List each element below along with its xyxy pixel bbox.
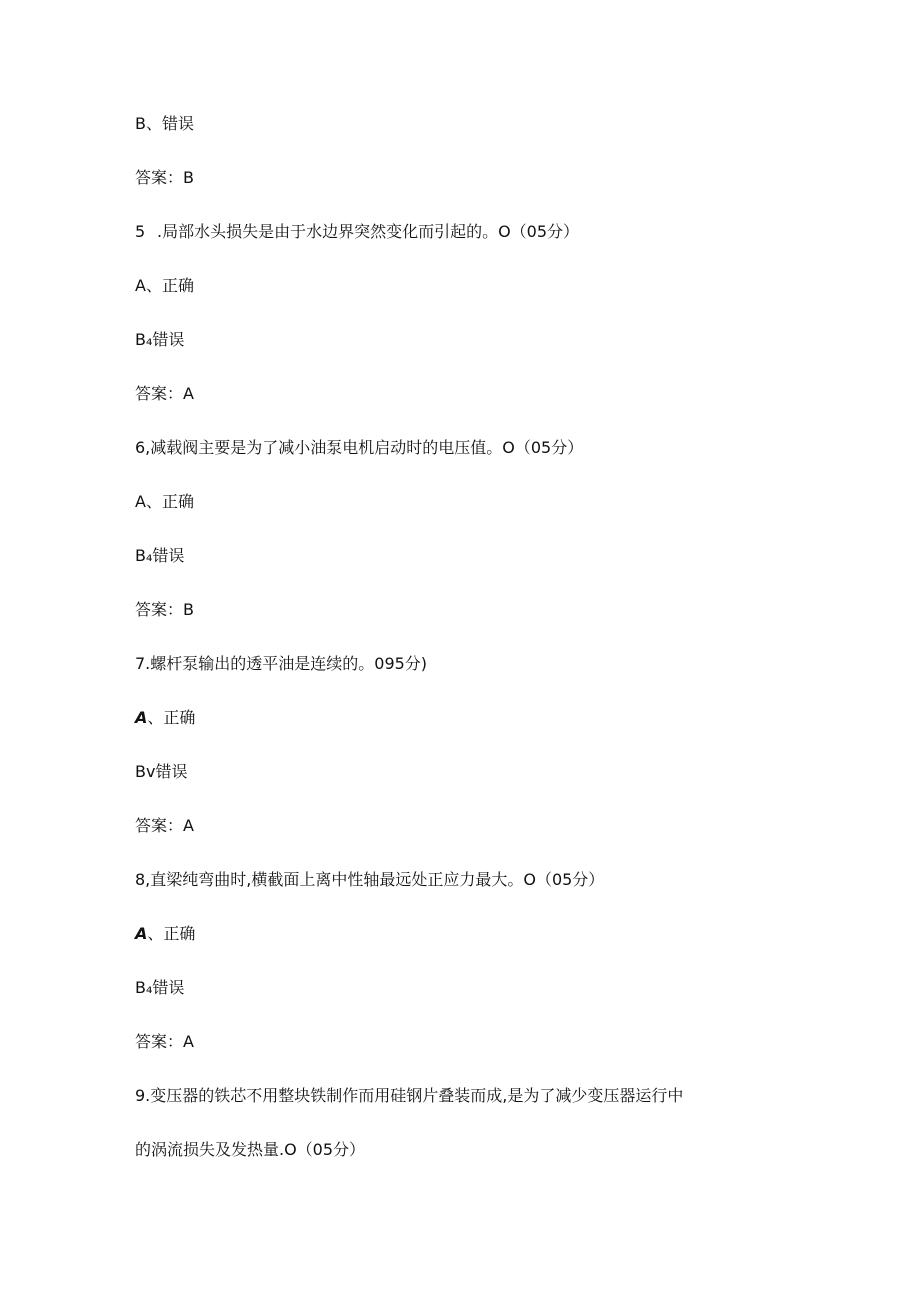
answer-q7: 答案：A <box>135 816 194 835</box>
option-a-q7 <box>135 708 195 728</box>
option-a-q8 <box>135 924 195 944</box>
option-b-q6: B₄错误 <box>135 546 185 565</box>
question-5 <box>135 222 579 242</box>
option-b-q4: B、错误 <box>135 114 194 133</box>
question-number: 5 <box>135 222 146 241</box>
answer-q8: 答案：A <box>135 1032 194 1051</box>
answer-q4: 答案：B <box>135 168 194 187</box>
option-a-q6: A、正确 <box>135 492 194 511</box>
question-6: 6,减载阀主要是为了减小油泵电机启动时的电压值。O（05分） <box>135 438 584 457</box>
option-letter: A <box>135 924 148 943</box>
option-text: 、正确 <box>147 708 196 727</box>
option-letter: A <box>135 708 148 727</box>
answer-q5: 答案：A <box>135 384 194 403</box>
option-b-q8: B₄错误 <box>135 978 185 997</box>
question-8: 8,直梁纯弯曲时,横截面上离中性轴最远处正应力最大。O（05分） <box>135 870 605 889</box>
question-7: 7.螺杆泵输出的透平油是连续的。095分) <box>135 654 428 673</box>
option-text: 、正确 <box>147 924 196 943</box>
option-b-q7: Bv错误 <box>135 762 188 781</box>
option-a-q5: A、正确 <box>135 276 194 295</box>
question-9-line-2: 的涡流损失及发热量.O（05分） <box>135 1140 366 1159</box>
answer-q6: 答案：B <box>135 600 194 619</box>
option-b-q5: B₄错误 <box>135 330 185 349</box>
question-9-line-1: 9.变压器的铁芯不用整块铁制作而用硅钢片叠装而成,是为了减少变压器运行中 <box>135 1086 684 1105</box>
question-text: .局部水头损失是由于水边界突然变化而引起的。O（05分） <box>157 222 580 241</box>
